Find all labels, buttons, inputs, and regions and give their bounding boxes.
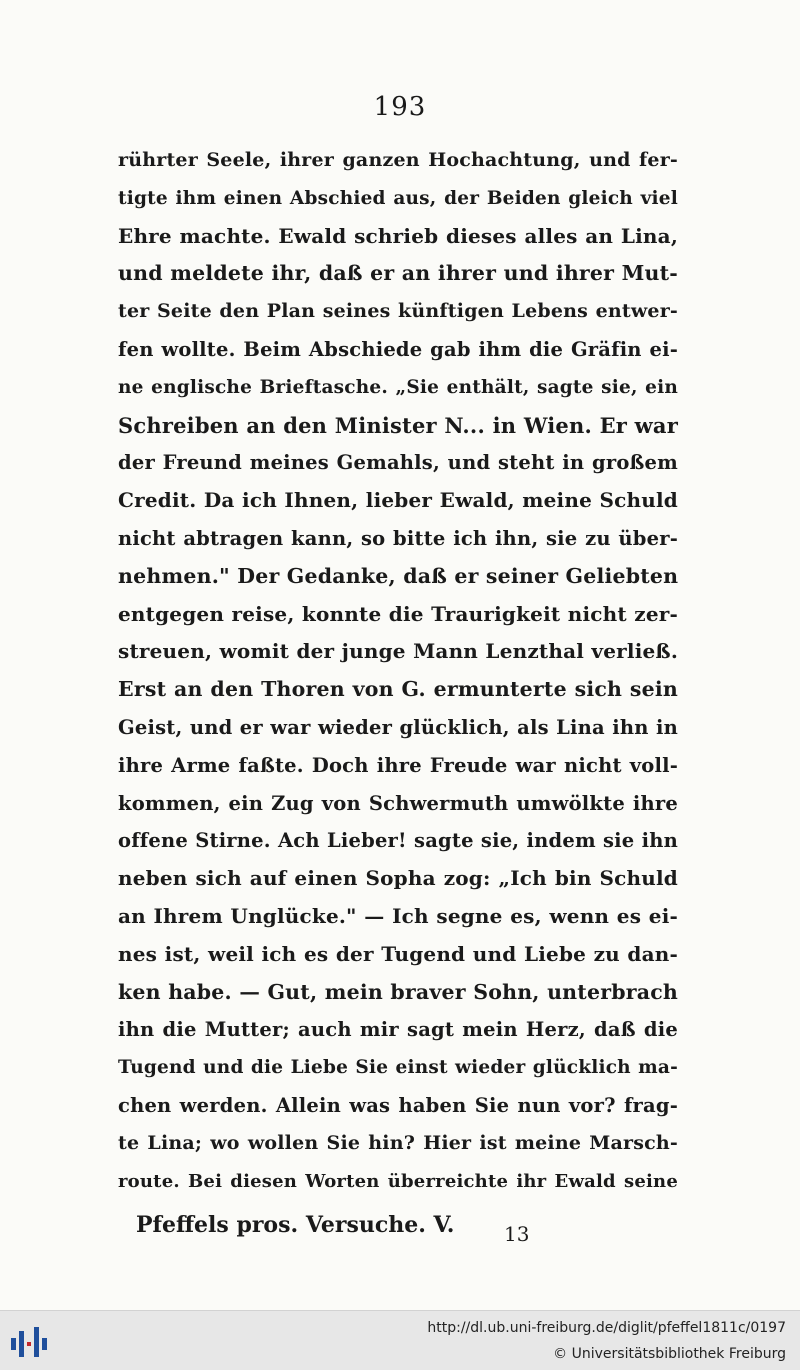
text-line: ne englische Brieftasche. „Sie enthält, sagte sie, ein [118,376,678,398]
text-line: neben sich auf einen Sopha zog: „Ich bin Schuld [118,866,678,891]
text-line: nicht abtragen kann, so bitte ich ihn, sie zu über- [118,526,678,550]
text-line: rührter Seele, ihrer ganzen Hochachtung, und fer- [118,149,678,171]
text-line: ihre Arme faßte. Doch ihre Freude war nicht voll- [118,753,678,777]
text-line: streuen, womit der junge Mann Lenzthal verließ. [118,639,678,664]
text-line: ihn die Mutter; auch mir sagt mein Herz, daß die [118,1018,678,1042]
ub-freiburg-logo-icon [8,1321,50,1363]
body-text [118,142,678,1200]
text-line: Geist, und er war wieder glücklich, als Lina ihn in [118,715,678,739]
text-line: ter Seite den Plan seines künftigen Lebens entwer- [118,300,678,323]
text-line: der Freund meines Gemahls, und steht in großem [118,451,678,475]
text-line: Credit. Da ich Ihnen, lieber Ewald, meine Schuld [118,488,678,513]
text-line: tigte ihm einen Abschied aus, der Beiden gleich viel [118,187,678,209]
text-line: nehmen." Der Gedanke, daß er seiner Geliebten [118,563,679,588]
page-number: 193 [373,92,427,122]
text-line: chen werden. Allein was haben Sie nun vor? frag- [118,1093,678,1117]
text-line: Ehre machte. Ewald schrieb dieses alles an Lina, [118,223,678,248]
text-line: te Lina; wo wollen Sie hin? Hier ist meine Marsch- [118,1131,678,1154]
text-line: entgegen reise, konnte die Traurigkeit nicht zer- [118,601,678,626]
text-line: an Ihrem Unglücke." — Ich segne es, wenn es ei- [118,903,678,928]
signature-line: Pfeffels pros. Versuche. V. [136,1212,455,1238]
copyright-notice: © Universitätsbibliothek Freiburg [553,1346,786,1362]
text-line: Schreiben an den Minister N... in Wien. Er war [118,412,678,438]
text-line: fen wollte. Beim Abschiede gab ihm die Gräfin ei- [118,337,678,361]
text-line: kommen, ein Zug von Schwermuth umwölkte ihre [118,791,678,815]
text-line: offene Stirne. Ach Lieber! sagte sie, indem sie ihn [118,829,678,853]
text-line: Erst an den Thoren von G. ermunterte sich sein [118,677,678,702]
text-line: ken habe. — Gut, mein braver Sohn, unterbrach [118,979,678,1004]
text-line: und meldete ihr, daß er an ihrer und ihrer Mut- [118,261,678,286]
text-line: Tugend und die Liebe Sie einst wieder glücklich ma- [118,1057,678,1079]
sheet-signature: 13 [504,1222,530,1246]
text-line: nes ist, weil ich es der Tugend und Liebe zu dan- [118,941,678,966]
page-url[interactable]: http://dl.ub.uni-freiburg.de/diglit/pfeffel1811c/0197 [427,1320,786,1336]
text-line: route. Bei diesen Worten überreichte ihr Ewald seine [118,1170,678,1192]
viewer-info-bar [0,1310,800,1370]
